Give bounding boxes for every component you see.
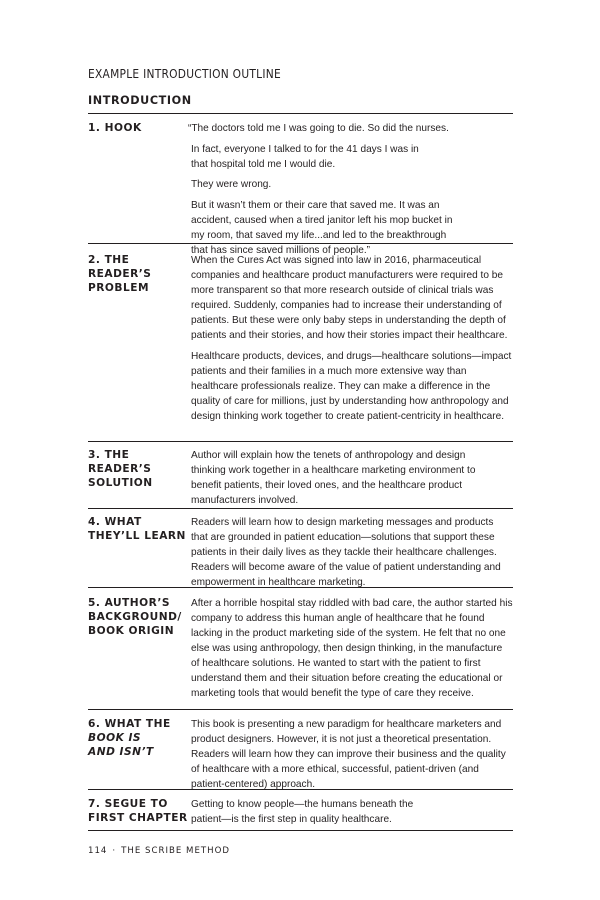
paragraph: Readers will learn how to design marketing messages and products that are grounded in patient education—solutions that support these patients in their daily lives as they tackle their healthcare challenges. Readers will become aware of the value of patient understanding and empowerment in healthcare marketing. xyxy=(191,517,501,588)
page-footer xyxy=(88,846,230,856)
paragraph: They were wrong. xyxy=(191,179,272,190)
row-content xyxy=(191,717,513,792)
book-title: THE SCRIBE METHOD xyxy=(121,846,230,856)
label-line: 2. THE xyxy=(88,254,130,266)
paragraph: “The doctors told me I was going to die. So did the nurses. xyxy=(188,123,449,134)
paragraph: But it wasn’t them or their care that saved me. It was an accident, caused when a tired janitor left his mop bucket in my room, that saved my life...and led to the breakthrough that has since saved millions of people.” xyxy=(191,199,453,256)
outline-row-authors-background xyxy=(88,596,513,710)
paragraph: Healthcare products, devices, and drugs—healthcare solutions—impact patients and their families in a much more extensive way than healthcare professionals realize. They can make a difference in the quality of care for millions, just by understanding how anthropology and design thinking work together to create patient-centricity in healthcare. xyxy=(191,350,512,422)
label-line: 5. AUTHOR’S xyxy=(88,597,170,609)
paragraph: Getting to know people—the humans beneath the patient—is the first step in quality healthcare. xyxy=(191,799,414,825)
label-emphasis: AND ISN’T xyxy=(88,746,154,758)
outline-row-hook xyxy=(88,121,513,256)
row-content xyxy=(191,253,513,424)
label-line: 6. WHAT THE xyxy=(88,718,171,730)
label-line: READER’S xyxy=(88,463,152,475)
top-divider xyxy=(88,113,513,114)
paragraph: This book is presenting a new paradigm for healthcare marketers and product designers. However, it is not just a theoretical presentation. Readers will learn how they can improve their business and the quality of healthcare with a more ethical, successful, patient-driven (and patient-centered) approach. xyxy=(191,719,506,790)
outline-row-what-theyll-learn xyxy=(88,515,513,588)
outline-row-readers-solution xyxy=(88,448,513,509)
outline-row-what-book-is xyxy=(88,717,513,790)
label-line: 1. HOOK xyxy=(88,122,142,134)
row-label xyxy=(88,253,188,295)
label-line xyxy=(88,731,188,745)
paragraph: When the Cures Act was signed into law in 2016, pharmaceutical companies and healthcare product manufacturers were required to be more transparent so that more research outside of clinical trials was required. Suddenly, companies had to increase their understanding of patients. But these were only baby steps in understanding the depth of patients and their stories, and how their stories impact their healthcare. xyxy=(191,255,508,341)
row-content xyxy=(191,596,513,701)
row-label xyxy=(88,121,188,135)
label-line: PROBLEM xyxy=(88,282,150,294)
footer-separator: · xyxy=(112,846,117,856)
outline-title: EXAMPLE INTRODUCTION OUTLINE xyxy=(88,66,281,81)
label-line xyxy=(88,745,188,759)
row-content xyxy=(191,797,513,827)
label-line: FIRST CHAPTER xyxy=(88,812,188,824)
paragraph: In fact, everyone I talked to for the 41 days I was in that hospital told me I would die. xyxy=(191,143,419,170)
row-label xyxy=(88,596,188,638)
outline-row-segue xyxy=(88,797,513,831)
label-line: 7. SEGUE TO xyxy=(88,798,168,810)
row-content xyxy=(191,448,513,508)
label-emphasis: BOOK IS xyxy=(88,732,142,744)
section-heading: INTRODUCTION xyxy=(88,94,192,107)
label-line: THEY’LL LEARN xyxy=(88,530,186,542)
row-label xyxy=(88,515,188,543)
row-label xyxy=(88,797,188,825)
label-line: SOLUTION xyxy=(88,477,153,489)
outline-row-readers-problem xyxy=(88,253,513,442)
page-number: 114 xyxy=(88,846,108,856)
row-content xyxy=(188,121,513,258)
row-content xyxy=(191,515,513,590)
label-line: 3. THE xyxy=(88,449,130,461)
paragraph: After a horrible hospital stay riddled with bad care, the author started his company to address this human angle of healthcare that he found lacking in the product marketing side of the system. He felt that no one else was using anthropology, then design thinking, in the manufacture of healthcare solutions. He wanted to start with the patient to first understand them and their situation before creating the educational or marketing tools that would benefit the type of care they receive. xyxy=(191,598,513,699)
label-line: READER’S xyxy=(88,268,152,280)
label-line: 4. WHAT xyxy=(88,516,142,528)
row-label xyxy=(88,717,188,759)
row-label xyxy=(88,448,188,490)
paragraph: Author will explain how the tenets of anthropology and design thinking work together in a healthcare marketing environment to benefit patients, their loved ones, and the healthcare product manufacturers involved. xyxy=(191,450,476,506)
label-line: BACKGROUND/ xyxy=(88,611,182,623)
label-line: BOOK ORIGIN xyxy=(88,625,175,637)
